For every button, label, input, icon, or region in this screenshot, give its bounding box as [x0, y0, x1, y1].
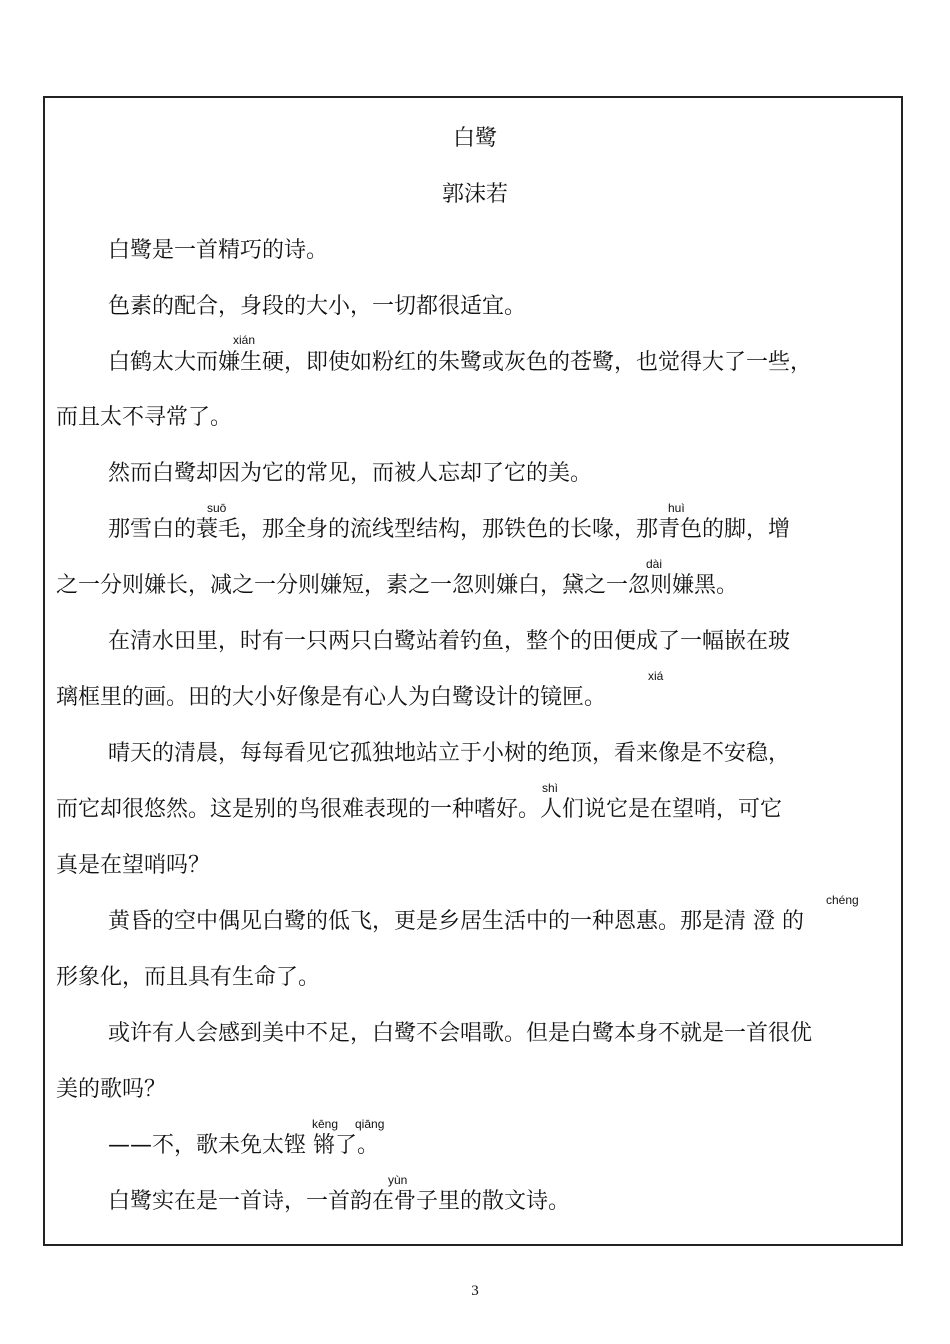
- content-frame: [43, 96, 903, 1246]
- author: 郭沫若: [441, 182, 508, 207]
- pinyin-annotation: chéng: [826, 893, 859, 907]
- pinyin-annotation: shì: [542, 781, 559, 795]
- text-line: 形象化，而且具有生命了。: [56, 965, 321, 990]
- pinyin-annotation: kēng: [312, 1117, 339, 1131]
- text-line: 美的歌吗？: [56, 1077, 167, 1102]
- text-line: ——不，歌未免太铿 锵了。: [108, 1133, 379, 1158]
- text-line: 或许有人会感到美中不足，白鹭不会唱歌。但是白鹭本身不就是一首很优: [108, 1021, 813, 1046]
- pinyin-annotation: yùn: [388, 1173, 408, 1187]
- text-line: 而它却很悠然。这是别的鸟很难表现的一种嗜好。人们说它是在望哨，可它: [56, 797, 783, 822]
- page-title: 白鹭: [452, 126, 497, 151]
- text-line: 黄昏的空中偶见白鹭的低飞，更是乡居生活中的一种恩惠。那是清 澄 的: [108, 909, 804, 934]
- text-line: 璃框里的画。田的大小好像是有心人为白鹭设计的镜匣。: [56, 685, 607, 710]
- text-line: 白鹭是一首精巧的诗。: [108, 238, 329, 263]
- text-line: 在清水田里，时有一只两只白鹭站着钓鱼，整个的田便成了一幅嵌在玻: [108, 629, 791, 654]
- text-line: 真是在望哨吗？: [56, 853, 211, 878]
- pinyin-annotation: qiāng: [355, 1117, 385, 1131]
- text-line: 晴天的清晨，每每看见它孤独地站立于小树的绝顶，看来像是不安稳，: [108, 741, 791, 766]
- text-line: 白鹭实在是一首诗，一首韵在骨子里的散文诗。: [108, 1189, 571, 1214]
- text-line: 之一分则嫌长，减之一分则嫌短，素之一忽则嫌白，黛之一忽则嫌黑。: [56, 573, 739, 598]
- text-line: 然而白鹭却因为它的常见，而被人忘却了它的美。: [108, 461, 593, 486]
- text-line: 白鹤太大而嫌生硬，即使如粉红的朱鹭或灰色的苍鹭，也觉得大了一些，: [108, 350, 813, 375]
- pinyin-annotation: huì: [668, 501, 685, 515]
- pinyin-annotation: suō: [207, 501, 227, 515]
- pinyin-annotation: xiá: [648, 669, 664, 683]
- text-line: 那雪白的蓑毛，那全身的流线型结构，那铁色的长喙，那青色的脚，增: [108, 517, 791, 542]
- text-line: 色素的配合，身段的大小，一切都很适宜。: [108, 294, 527, 319]
- pinyin-annotation: xián: [233, 333, 256, 347]
- text-line: 而且太不寻常了。: [56, 405, 233, 430]
- pinyin-annotation: dài: [646, 557, 663, 571]
- page-number: 3: [471, 1283, 479, 1299]
